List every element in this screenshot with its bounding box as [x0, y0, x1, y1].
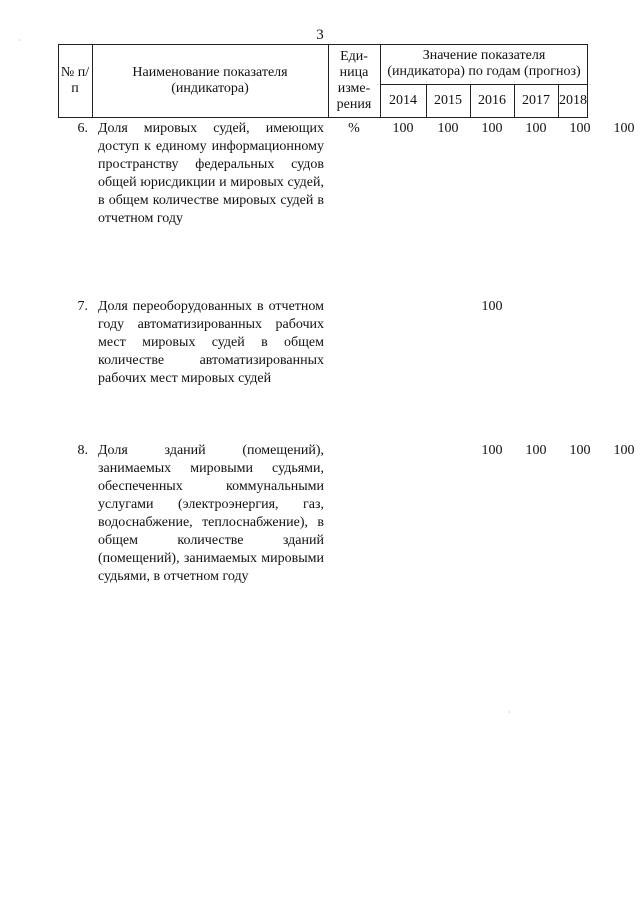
value-2014: 100	[392, 121, 414, 136]
value-2017: 100	[525, 443, 547, 458]
row-number: 6.	[77, 121, 88, 136]
indicator-name: Доля мировых судей, имеющих доступ к единому информационному пространству федеральных судов общей юрисдикции и мировых судей, в общем количестве мировых судей в отчетном году	[98, 121, 324, 226]
header-values-title: Значение показателя (индикатора) по годам (прогноз)	[387, 48, 581, 79]
header-year-2017: 2017	[522, 93, 550, 108]
scan-mark: ·	[508, 708, 511, 717]
value-2019: 100	[613, 121, 635, 136]
indicator-name: Доля зданий (помещений), занимаемых мировыми судьями, обеспеченных коммунальными услугами (электроэнергия, газ, водоснабжение, теплоснабжение), в общем количестве зданий (помещений), занимаемых мировыми судьями, в отчетном году	[98, 443, 324, 584]
value-2016: 100	[481, 443, 503, 458]
header-year-2018: 2018	[559, 93, 587, 108]
value-2017: 100	[525, 121, 547, 136]
value-2016: 100	[481, 299, 503, 314]
header-year-2014: 2014	[389, 93, 417, 108]
page-number: 3	[316, 27, 324, 43]
indicator-name: Доля переоборудованных в отчетном году автоматизированных рабочих мест мировых судей в общем количестве автоматизированных рабочих мест мировых судей	[98, 299, 324, 386]
scan-mark: ·	[18, 36, 21, 45]
row-number: 7.	[77, 299, 88, 314]
value-2016: 100	[481, 121, 503, 136]
value-2018: 100	[569, 121, 591, 136]
header-num: № п/п	[60, 65, 90, 96]
value-2019: 100	[613, 443, 635, 458]
table-header	[58, 44, 588, 118]
header-year-2015: 2015	[434, 93, 462, 108]
indicator-unit: %	[348, 121, 360, 136]
header-unit: Еди-ница изме-рения	[336, 49, 372, 112]
value-2015: 100	[437, 121, 459, 136]
header-year-2016: 2016	[478, 93, 506, 108]
value-2018: 100	[569, 443, 591, 458]
row-number: 8.	[77, 443, 88, 458]
header-name: Наименование показателя (индикатора)	[132, 65, 288, 96]
